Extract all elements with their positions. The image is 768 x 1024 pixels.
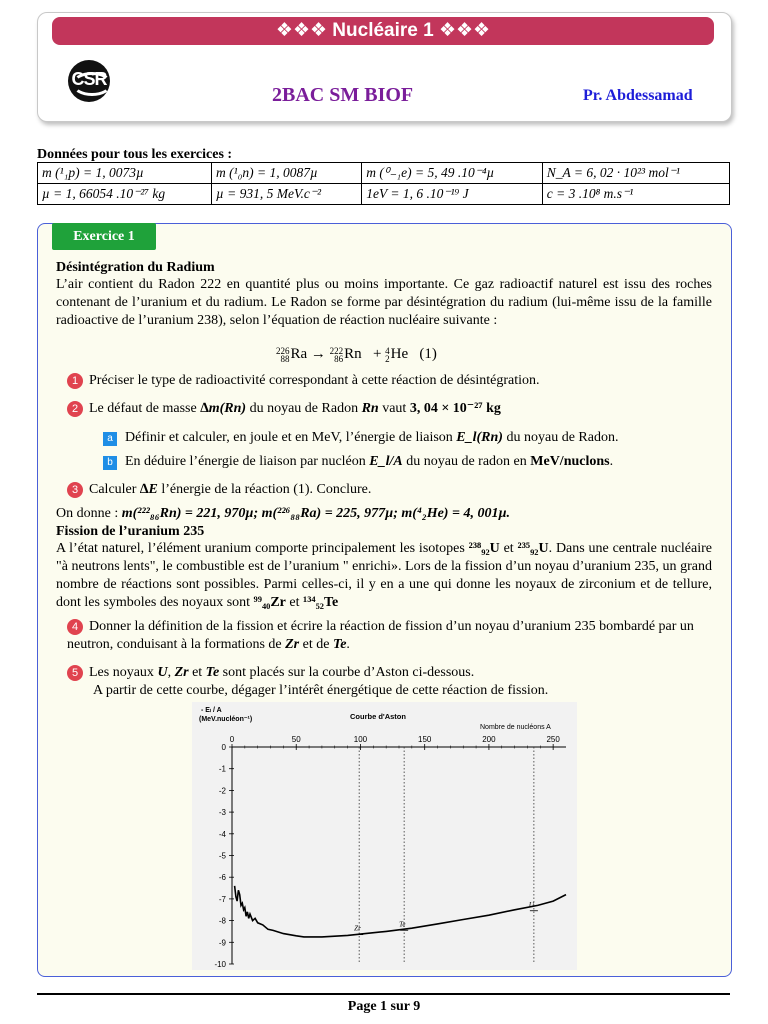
y-tick-label: 0 [221,743,226,752]
intro-paragraph: L’air contient du Radon 222 en quantité plus ou moins importante. Ce gaz radioactif naturel est issu des roches contenant de l’uranium et du radium. Le Radon se forme par désintégration du radium (lui-même issu de la famille radioactive de l’uranium 238), selon l’équation de réaction nucléaire suivante : [56,277,712,328]
question-5 [67,664,474,682]
section-title-fission: Fission de l’uranium 235 [56,524,205,539]
table-row [38,184,730,205]
question-text: Définir et calculer, en joule et en MeV, l’énergie de liaison [125,430,457,445]
he-mass-number: 4 [385,345,390,356]
teacher-name: Pr. Abdessamad [583,87,693,104]
question-text: Le défaut de masse [89,401,201,416]
class-level: 2BAC SM BIOF [272,84,414,106]
question-text: Préciser le type de radioactivité correspondant à cette réaction de désintégration. [89,373,540,388]
question-text: . [346,637,350,652]
constants-table [37,162,730,205]
zr-symbol: Zr [174,665,189,680]
he-atomic-number: 2 [385,353,390,364]
zr-symbol: ⁹⁹₄₀Zr [253,595,286,610]
table-cell: m (¹₀n) = 1, 0087µ [212,163,362,184]
nucleus-label: U [528,900,534,909]
question-3 [67,481,371,499]
question-text: vaut [378,401,410,416]
chart-title: Courbe d'Aston [350,712,406,721]
decay-equation [276,346,437,363]
arrow: → [310,346,326,362]
binding-energy-per-nucleon-symbol: E_l/A [369,454,403,469]
subquestion-badge: b [103,456,117,470]
rn-atomic-number: 86 [334,353,344,364]
plus-sign: + [372,346,382,362]
footer-divider [37,993,730,995]
question-text: et de [299,637,333,652]
nucleus-label: Te [399,920,406,929]
question-2 [67,400,501,418]
nucleus-label: Zr [354,924,361,933]
question-text: du noyau de Radon. [502,430,619,445]
question-2a [103,429,618,447]
u235-symbol: ²³⁵₉₂U [517,541,549,556]
x-tick-label: 50 [291,735,301,744]
ra-atomic-number: 88 [280,353,290,364]
exercise-tab: Exercice 1 [52,223,156,250]
y-tick-label: -10 [214,960,226,969]
table-cell: 1eV = 1, 6 .10⁻¹⁹ J [362,184,543,205]
table-cell: m (⁰₋₁e) = 5, 49 .10⁻⁴µ [362,163,543,184]
unit-label: MeV/nuclons [530,454,610,469]
subquestion-badge: a [103,432,117,446]
rn-symbol: Rn [344,346,362,362]
he-symbol: He [390,346,409,362]
x-tick-label: 200 [482,735,496,744]
y-tick-label: -7 [218,894,226,904]
u238-symbol: ²³⁸₉₂U [468,541,500,556]
te-symbol: ¹³⁴₅₂Te [303,595,339,610]
aston-curve-chart [192,702,577,970]
question-text: Calculer [89,482,140,497]
zr-symbol: Zr [285,637,300,652]
paragraph-text: A l’état naturel, l’élément uranium comporte principalement les isotopes [56,541,469,556]
question-number-badge: 5 [67,665,83,681]
question-text: Donner la définition de la fission et écrire la réaction de fission d’un noyau d’uranium 235 bombardé par un neutron, conduisant à la formations de [67,619,694,652]
question-number-badge: 2 [67,401,83,417]
chart-ylabel-2: (MeV.nucléon⁻¹) [199,716,253,723]
question-number-badge: 4 [67,619,83,635]
paragraph-text: et [285,595,303,610]
table-cell: µ = 1, 66054 .10⁻²⁷ kg [38,184,212,205]
question-text: sont placés sur la courbe d’Aston ci-dessous. [219,665,475,680]
given-values [56,505,510,523]
page-number: Page 1 sur 9 [347,999,421,1014]
binding-energy-symbol: E_l(Rn) [456,430,503,445]
u-symbol: U [157,665,168,680]
y-tick-label: -4 [218,829,226,839]
y-tick-label: -5 [218,851,226,861]
y-tick-label: -9 [218,938,226,948]
paragraph-text: . Dans une centrale nucléaire "à neutrons lents", le combustible est de l’uranium " enrichi». Lors de la fission d’un noyau d’uranium 235, un grand nombre de réactions sont possibles. Parmi celles-ci, il y en a une qui donne les noyaux de zirconium et de tellure, dont les symboles des noyaux sont [56,541,712,610]
y-tick-label: -2 [218,786,226,796]
question-number-badge: 1 [67,373,83,389]
question-text: . [609,454,614,469]
question-4 [67,618,712,654]
chart-xlabel: Nombre de nucléons A [480,724,551,731]
given-label: On donne : [56,506,122,521]
te-symbol: Te [205,665,220,680]
question-2b [103,453,613,471]
mass-defect-symbol: ∆m(Rn) [200,401,247,416]
table-cell: c = 3 .10⁸ m.s⁻¹ [542,184,729,205]
page-title: ❖❖❖ Nucléaire 1 ❖❖❖ [52,17,714,45]
ra-mass-number: 226 [276,345,290,356]
reaction-energy-symbol: ∆E [139,482,158,497]
question-text: Les noyaux [89,665,158,680]
table-cell: N_A = 6, 02 · 10²³ mol⁻¹ [542,163,729,184]
mass-defect-value: 3, 04 × 10⁻²⁷ kg [409,401,501,416]
question-text: du noyau de Radon [246,401,362,416]
question-text: et [188,665,206,680]
radon-symbol: Rn [361,401,379,416]
y-tick-label: -1 [218,764,226,774]
logo-text: CSR [71,69,107,89]
data-label: Données pour tous les exercices : [37,147,233,162]
y-tick-label: -3 [218,808,226,818]
question-text: l’énergie de la réaction (1). Conclure. [157,482,372,497]
question-text: du noyau de radon en [402,454,531,469]
y-tick-label: -6 [218,873,226,883]
te-symbol: Te [332,637,347,652]
paragraph-text: et [499,541,518,556]
equation-label: (1) [419,346,437,362]
x-tick-label: 150 [418,735,432,744]
x-tick-label: 100 [353,735,368,744]
section-title-radium: Désintégration du Radium [56,260,215,275]
question-text: , [167,665,175,680]
table-row [38,163,730,184]
question-text: En déduire l’énergie de liaison par nucléon [125,454,370,469]
fission-paragraph [56,540,712,612]
chart-background [192,702,577,970]
table-cell: µ = 931, 5 MeV.c⁻² [212,184,362,205]
x-tick-label: 250 [546,735,560,744]
question-1 [67,372,540,390]
csr-logo [68,60,110,102]
x-tick-label: 0 [229,735,235,744]
given-masses: m(²²²₈₆Rn) = 221, 970µ; m(²²⁶₈₈Ra) = 225, 977µ; m(⁴₂He) = 4, 001µ. [121,506,511,521]
rn-mass-number: 222 [329,345,344,356]
question-number-badge: 3 [67,482,83,498]
ra-symbol: Ra [290,346,308,362]
y-tick-label: -8 [218,916,226,926]
table-cell: m (¹₁p) = 1, 0073µ [38,163,212,184]
question-5-instruction: A partir de cette courbe, dégager l’intérêt énergétique de cette réaction de fission. [93,683,549,698]
chart-ylabel-1: - Eₗ / A [201,707,222,714]
